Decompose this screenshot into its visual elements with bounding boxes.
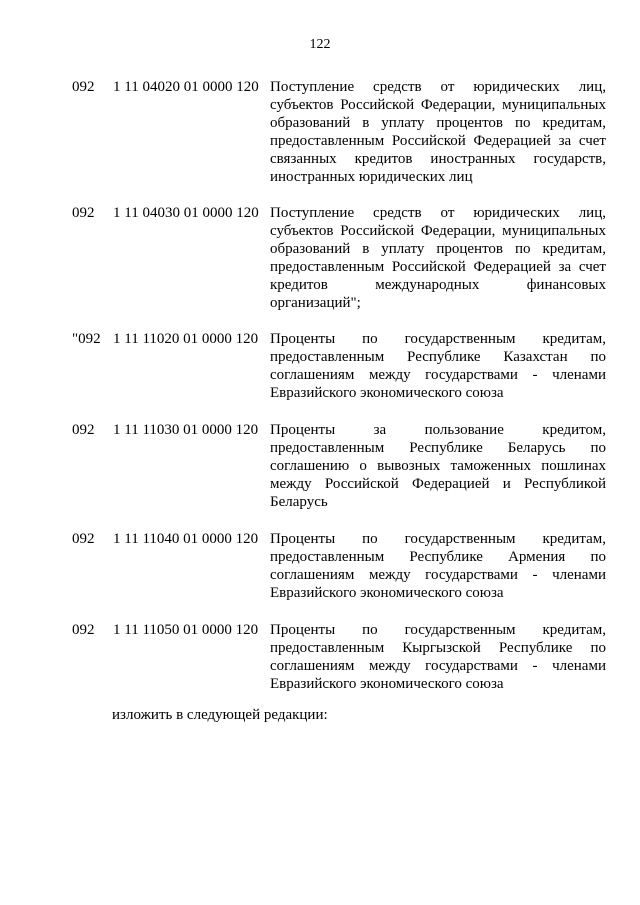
entry-description: Поступление средств от юридических лиц, субъектов Российской Федерации, муниципальных образований в уплату процентов по кредитам, предоставленным Российской Федерацией за счет связанных кредитов иностранных государств, иностранных юридических лиц [270,79,606,185]
budget-classification-code: 1 11 04020 01 0000 120 [113,79,259,95]
entry-description: Поступление средств от юридических лиц, субъектов Российской Федерации, муниципальных образований в уплату процентов по кредитам, предоставленным Российской Федерацией за счет кредитов международных финансовых организаций"; [270,205,606,311]
admin-code: "092 [72,331,101,347]
admin-code: 092 [72,531,95,547]
admin-code: 092 [72,422,95,438]
budget-classification-code: 1 11 04030 01 0000 120 [113,205,259,221]
budget-classification-code: 1 11 11040 01 0000 120 [113,531,259,547]
closing-text: изложить в следующей редакции: [112,707,328,723]
entry-description: Проценты за пользование кредитом, предоставленным Республике Беларусь по соглашению о вывозных таможенных пошлинах между Российской Федерацией и Республикой Беларусь [270,422,606,510]
page-number: 122 [309,37,331,52]
admin-code: 092 [72,205,95,221]
budget-classification-code: 1 11 11050 01 0000 120 [113,622,259,638]
admin-code: 092 [72,622,95,638]
budget-classification-code: 1 11 11030 01 0000 120 [113,422,259,438]
budget-classification-code: 1 11 11020 01 0000 120 [113,331,259,347]
entry-description: Проценты по государственным кредитам, предоставленным Республике Армения по соглашениям между государствами - членами Евразийского экономического союза [270,531,606,601]
entry-description: Проценты по государственным кредитам, предоставленным Кыргызской Республике по соглашениям между государствами - членами Евразийского экономического союза [270,622,606,692]
entry-description: Проценты по государственным кредитам, предоставленным Республике Казахстан по соглашениям между государствами - членами Евразийского экономического союза [270,331,606,401]
admin-code: 092 [72,79,95,95]
